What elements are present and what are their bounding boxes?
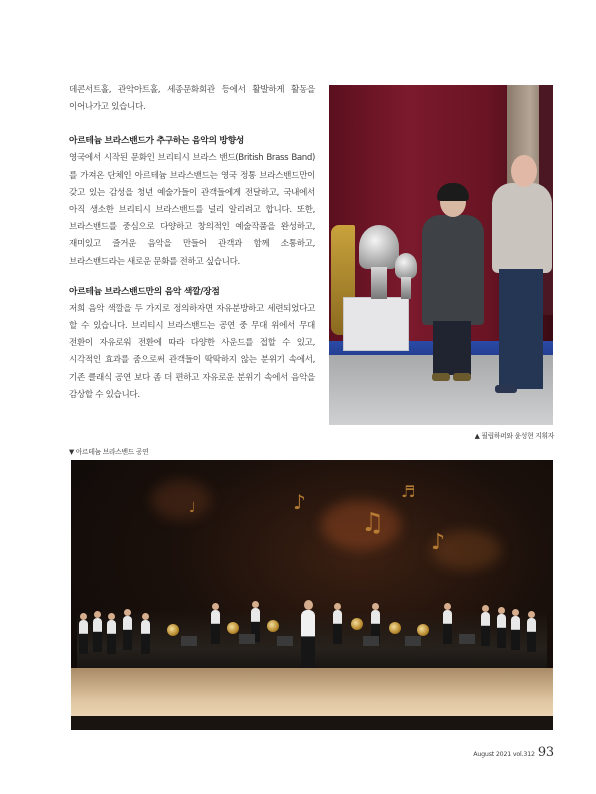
section-color bbox=[69, 285, 315, 404]
musician bbox=[141, 620, 150, 654]
music-note-icon: ♪ bbox=[293, 490, 306, 514]
caption-conductors: ▲ 필립하퍼와 윤성현 지휘자 bbox=[474, 432, 554, 440]
musician bbox=[443, 610, 452, 644]
brass-instrument bbox=[267, 620, 279, 632]
photo-trophy-table bbox=[343, 297, 409, 351]
article-text-column bbox=[69, 82, 315, 418]
person-left-legs bbox=[433, 321, 471, 375]
conductors-photo bbox=[329, 85, 553, 425]
musician bbox=[79, 620, 88, 654]
stage-floor-edge bbox=[71, 716, 553, 730]
music-note-icon: ♩ bbox=[189, 500, 196, 516]
intro-paragraph: 데콘서트홀, 관악아트홀, 세종문화회관 등에서 활발하게 활동을 이어나가고 있습니다. bbox=[69, 85, 315, 113]
section-heading-color: 아르테늄 브라스밴드만의 음악 색깔/장점 bbox=[69, 286, 220, 297]
music-stand bbox=[405, 636, 421, 646]
musician bbox=[527, 618, 536, 652]
music-stand bbox=[459, 634, 475, 644]
stage-light-glow bbox=[151, 480, 211, 520]
person-right-legs bbox=[499, 269, 543, 389]
musician bbox=[211, 610, 220, 644]
musician bbox=[511, 616, 520, 650]
brass-instrument bbox=[351, 618, 363, 630]
brass-instrument bbox=[227, 622, 239, 634]
musician bbox=[123, 616, 132, 650]
section-body-direction: 영국에서 시작된 문화인 브리티시 브라스 밴드(British Brass Band)를 가져온 단체인 아르테늄 브라스밴드는 영국 정통 브라스밴드만이 갖고 있는 감성을 청년 예술가들이 관객들에게 전달하고, 국내에서 아직 생소한 브리티시 브라스밴드를 널리 알리려고 합니다. 또한, 브라스밴드를 중심으로 다양하고 창의적인 예술작품을 완성하고, 재미있고 즐거운 음악을 만들어 관객과 함께 소통하고, 브라스밴드라는 새로운 문화를 전하고 싶습니다. bbox=[69, 153, 315, 267]
music-note-icon: ♬ bbox=[401, 482, 416, 501]
conductor-figure bbox=[301, 610, 315, 668]
music-stand bbox=[363, 636, 379, 646]
music-stand bbox=[239, 634, 255, 644]
musician bbox=[107, 620, 116, 654]
musician bbox=[497, 614, 506, 648]
brass-instrument bbox=[417, 624, 429, 636]
trophy-small-base bbox=[401, 277, 411, 299]
trophy-large-base bbox=[371, 267, 387, 299]
person-right-head bbox=[511, 155, 537, 187]
music-note-icon: ♫ bbox=[361, 508, 385, 538]
music-stand bbox=[277, 636, 293, 646]
page-folio bbox=[473, 745, 554, 760]
issue-label: August 2021 vol.312 bbox=[473, 751, 535, 758]
person-left-hair bbox=[437, 183, 469, 201]
musician bbox=[93, 618, 102, 652]
person-left-coat bbox=[422, 215, 484, 325]
concert-photo bbox=[71, 460, 553, 730]
brass-instrument bbox=[389, 622, 401, 634]
caption-concert: ▼ 아르테늄 브라스밴드 공연 bbox=[69, 448, 149, 456]
page-number: 93 bbox=[537, 745, 554, 760]
section-direction bbox=[69, 134, 315, 270]
musician bbox=[333, 610, 342, 644]
trophy-small bbox=[395, 253, 417, 279]
music-note-icon: ♪ bbox=[431, 530, 446, 555]
person-left-shoe bbox=[453, 373, 471, 381]
section-heading-direction: 아르테늄 브라스밴드가 추구하는 음악의 방향성 bbox=[69, 136, 245, 147]
musician bbox=[481, 612, 490, 646]
person-right-shoe bbox=[495, 385, 517, 393]
music-stand bbox=[181, 636, 197, 646]
person-left-shoe bbox=[432, 373, 450, 381]
trophy-large bbox=[359, 225, 399, 269]
person-right-sweater bbox=[492, 183, 552, 273]
section-body-color: 저희 음악 색깔을 두 가지로 정의하자면 자유분방하고 세련되었다고 할 수 있습니다. 브리티시 브라스밴드는 공연 중 무대 위에서 무대 전환이 자유로워 전환에 따라 다양한 사운드를 접할 수 있고, 시각적인 효과를 줌으로써 관객들이 딱딱하지 않는 분위기 속에서, 기존 클래식 공연 보다 좀 더 편하고 자유로운 분위기 속에서 음악을 감상할 수 있습니다. bbox=[69, 303, 315, 400]
brass-instrument bbox=[167, 624, 179, 636]
